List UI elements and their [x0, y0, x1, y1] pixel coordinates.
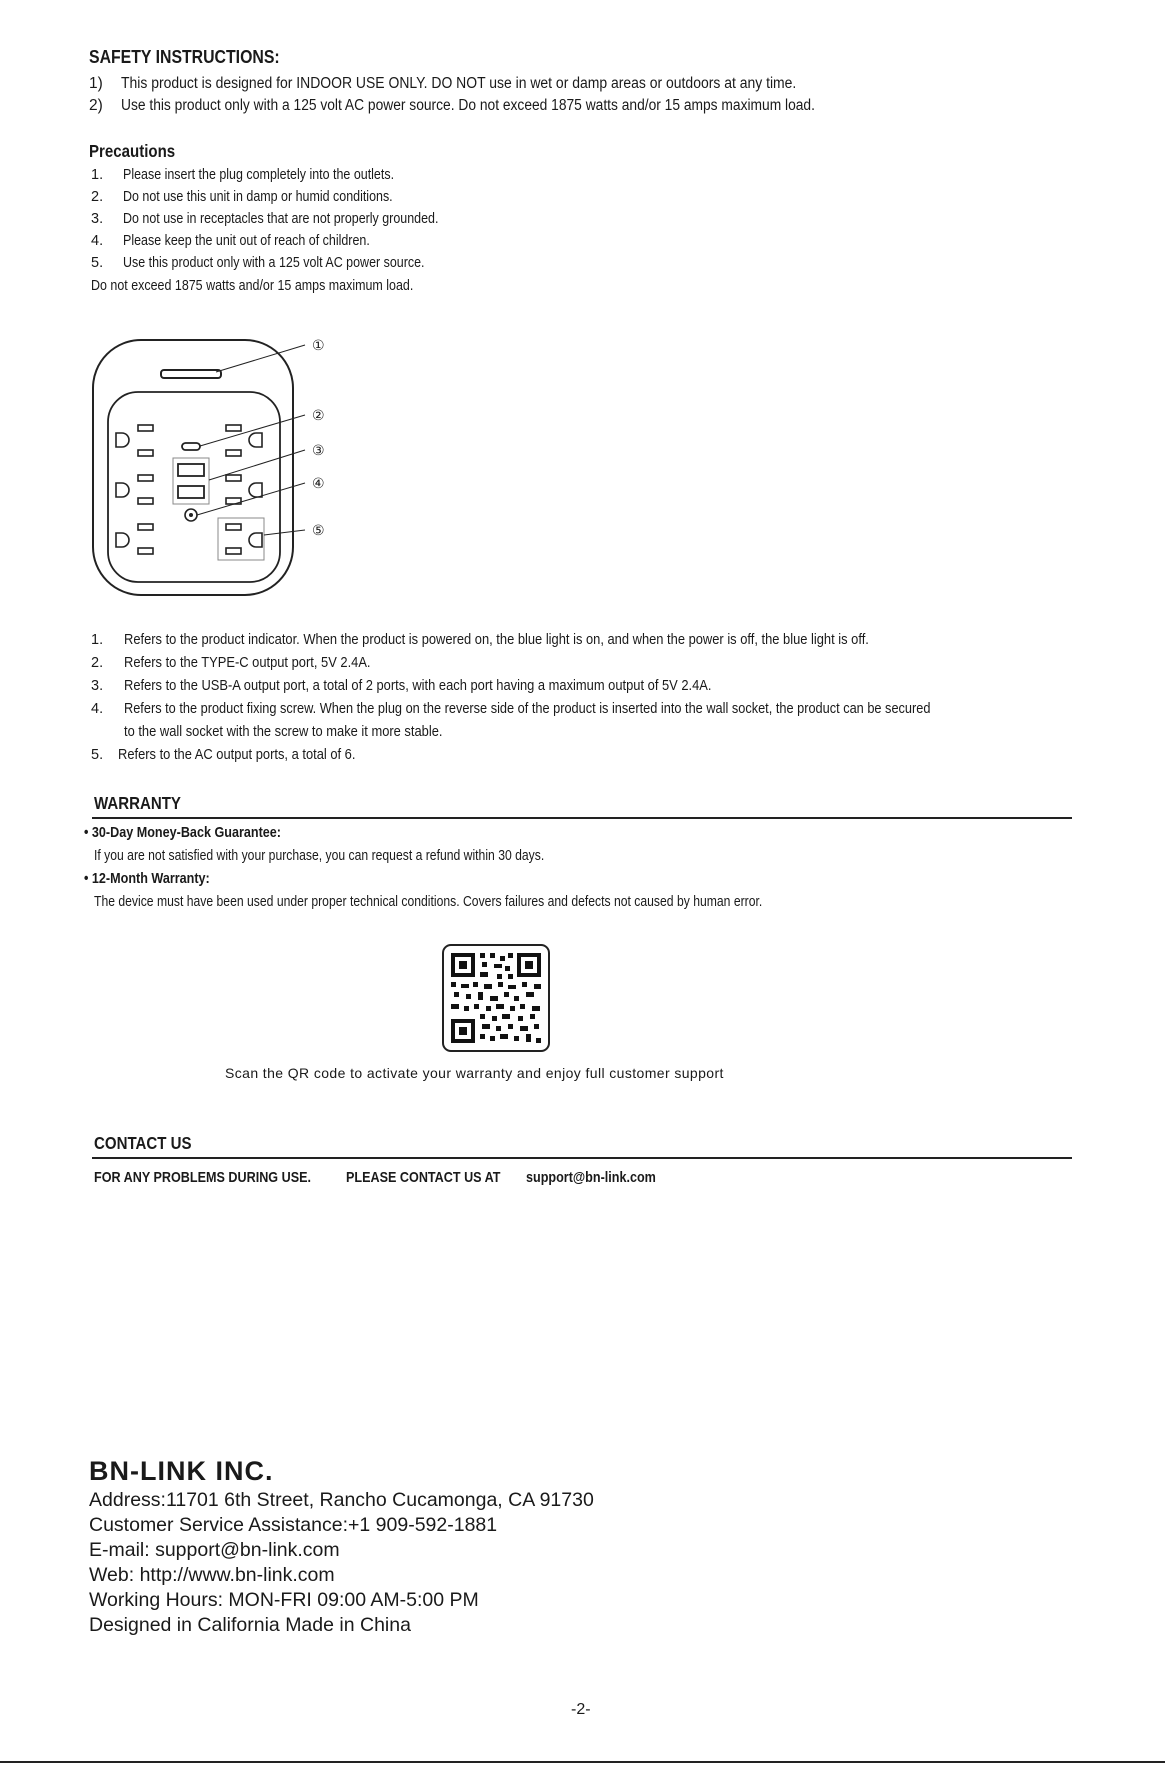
diagram-indicator [161, 370, 221, 378]
precaution-extra: Do not exceed 1875 watts and/or 15 amps maximum load. [91, 278, 414, 294]
diagram-usb-a-port-2 [178, 486, 204, 498]
precaution-3-num: 3. [91, 211, 104, 227]
refers-3-text: Refers to the USB-A output port, a total of 2 ports, with each port having a maximum output of 5V 2.4A. [124, 678, 712, 694]
safety-item-1-num: 1) [89, 75, 103, 92]
refers-1-text: Refers to the product indicator. When the product is powered on, the blue light is on, and when the power is off, the blue light is off. [124, 632, 869, 648]
company-phone: Customer Service Assistance:+1 909-592-1881 [89, 1514, 498, 1536]
callout-5: ⑤ [312, 523, 325, 539]
callout-3: ③ [312, 443, 325, 459]
precaution-2-text: Do not use this unit in damp or humid conditions. [123, 189, 393, 205]
callout-1: ① [312, 338, 325, 354]
precautions-title: Precautions [89, 141, 176, 161]
twelve-month-warranty-text: The device must have been used under proper technical conditions. Covers failures and defects not caused by human error. [94, 894, 763, 910]
contact-line-a: FOR ANY PROBLEMS DURING USE. [94, 1169, 312, 1186]
twelve-month-warranty-title: • 12-Month Warranty: [84, 870, 210, 887]
diagram-right-outlets [218, 425, 264, 560]
diagram-inner-face [108, 392, 280, 582]
precaution-2-num: 2. [91, 189, 104, 205]
refers-2-num: 2. [91, 655, 104, 671]
company-email[interactable]: E-mail: support@bn-link.com [89, 1539, 340, 1561]
safety-item-2-text: Use this product only with a 125 volt AC power source. Do not exceed 1875 watts and/or 15 amps maximum load. [121, 97, 815, 114]
precaution-4-text: Please keep the unit out of reach of children. [123, 233, 370, 249]
precaution-3-text: Do not use in receptacles that are not properly grounded. [123, 211, 439, 227]
bottom-rule [0, 1761, 1165, 1763]
safety-title: SAFETY INSTRUCTIONS: [89, 47, 280, 67]
safety-item-1-text: This product is designed for INDOOR USE ONLY. DO NOT use in wet or damp areas or outdoors at any time. [121, 75, 797, 92]
company-hours: Working Hours: MON-FRI 09:00 AM-5:00 PM [89, 1589, 479, 1611]
precaution-4-num: 4. [91, 233, 104, 249]
refers-4-num: 4. [91, 701, 104, 717]
refers-5-text: Refers to the AC output ports, a total of 6. [118, 747, 356, 763]
warranty-rule [92, 817, 1072, 819]
guarantee-text: If you are not satisfied with your purchase, you can request a refund within 30 days. [94, 848, 545, 864]
callout-2: ② [312, 408, 325, 424]
diagram-left-outlets [116, 425, 153, 554]
company-name: BN-LINK INC. [89, 1456, 274, 1486]
precaution-5-text: Use this product only with a 125 volt AC power source. [123, 255, 425, 271]
contact-email-link[interactable]: support@bn-link.com [526, 1169, 656, 1186]
contact-line-b: PLEASE CONTACT US AT [346, 1169, 501, 1186]
contact-rule [92, 1157, 1072, 1159]
refers-1-num: 1. [91, 632, 104, 648]
precaution-5-num: 5. [91, 255, 104, 271]
precaution-1-text: Please insert the plug completely into the outlets. [123, 167, 395, 183]
diagram-type-c-port [182, 443, 200, 450]
company-web[interactable]: Web: http://www.bn-link.com [89, 1564, 335, 1586]
refers-4-text: Refers to the product fixing screw. When the plug on the reverse side of the product is inserted into the wall socket, the product can be secured [124, 701, 931, 717]
product-diagram [88, 330, 348, 600]
company-address: Address:11701 6th Street, Rancho Cucamonga, CA 91730 [89, 1489, 594, 1511]
refers-3-num: 3. [91, 678, 104, 694]
diagram-callouts [312, 338, 325, 539]
refers-2-text: Refers to the TYPE-C output port, 5V 2.4A. [124, 655, 371, 671]
guarantee-title: • 30-Day Money-Back Guarantee: [84, 824, 281, 841]
contact-title: CONTACT US [94, 1133, 192, 1153]
diagram-usb-a-port-1 [178, 464, 204, 476]
refers-5-num: 5. [91, 747, 104, 763]
warranty-qr-code[interactable] [442, 944, 550, 1052]
precaution-1-num: 1. [91, 167, 104, 183]
callout-4: ④ [312, 476, 325, 492]
warranty-title: WARRANTY [94, 793, 181, 813]
page-number: -2- [571, 1701, 591, 1718]
company-origin: Designed in California Made in China [89, 1614, 411, 1636]
qr-caption: Scan the QR code to activate your warranty and enjoy full customer support [225, 1065, 724, 1081]
refers-4-continued: to the wall socket with the screw to make it more stable. [124, 724, 443, 740]
safety-item-2-num: 2) [89, 97, 103, 114]
